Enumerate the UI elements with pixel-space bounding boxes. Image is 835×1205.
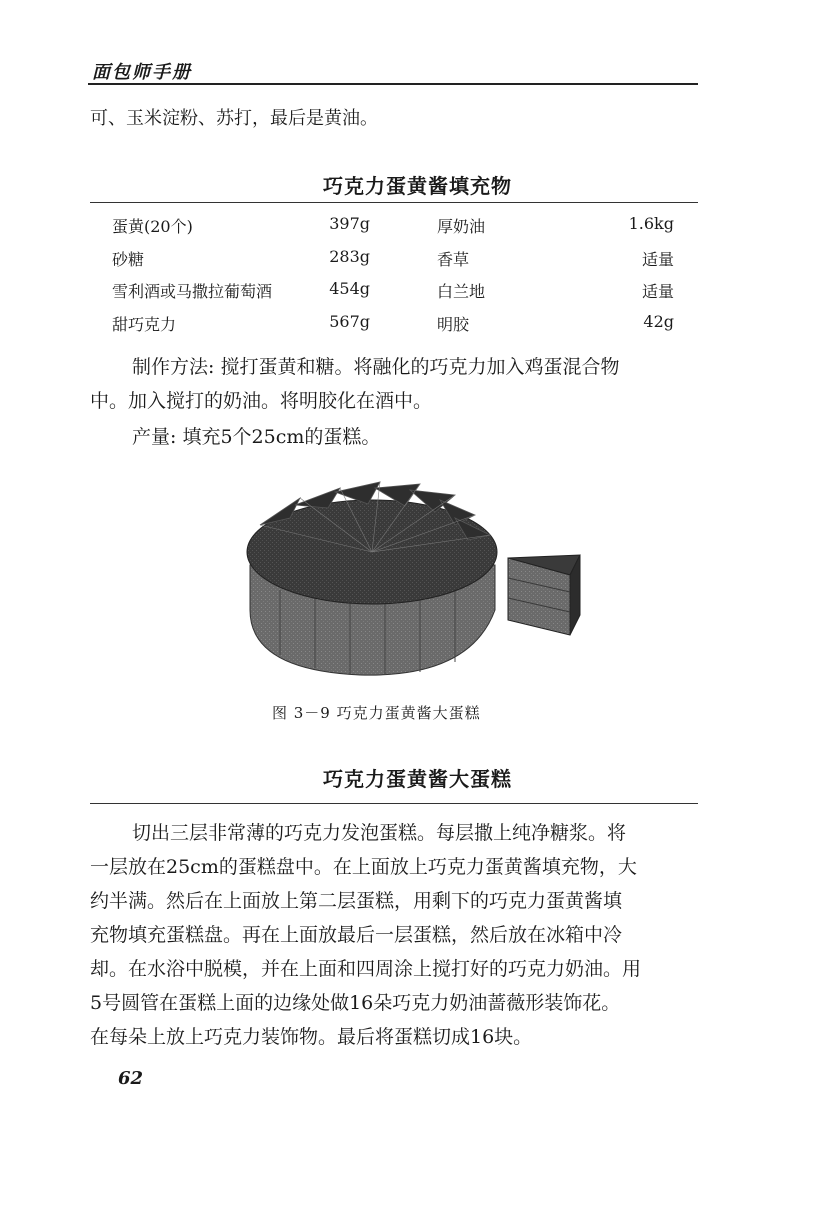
yield-line: 产量: 填充5个25cm的蛋糕。 (132, 426, 381, 448)
chocolate-cake-illustration (240, 470, 585, 685)
ingredient-amount: 42g (643, 312, 674, 331)
body-line: 一层放在25cm的蛋糕盘中。在上面放上巧克力蛋黄酱填充物，大 (90, 856, 637, 878)
method-line: 制作方法: 搅打蛋黄和糖。将融化的巧克力加入鸡蛋混合物 (132, 356, 620, 378)
body-line: 充物填充蛋糕盘。再在上面放最后一层蛋糕，然后放在冰箱中冷 (90, 924, 623, 946)
ingredient-name: 白兰地 (437, 282, 486, 301)
ingredient-amount: 397g (329, 214, 370, 233)
ingredient-amount: 适量 (641, 250, 674, 269)
ingredient-amount: 1.6kg (628, 214, 674, 233)
ingredient-amount: 适量 (641, 282, 674, 301)
ingredient-amount: 567g (329, 312, 370, 331)
body-line: 5号圆管在蛋糕上面的边缘处做16朵巧克力奶油蔷薇形装饰花。 (90, 992, 621, 1014)
filling-section-title: 巧克力蛋黄酱填充物 (323, 174, 512, 198)
filling-top-rule (90, 202, 698, 203)
header-rule (88, 83, 698, 85)
ingredient-name: 甜巧克力 (112, 315, 177, 334)
ingredient-amount: 283g (329, 247, 370, 266)
cake-section-rule (90, 803, 698, 804)
ingredient-name: 蛋黄(20个) (112, 217, 193, 236)
cake-section-title: 巧克力蛋黄酱大蛋糕 (323, 767, 512, 791)
figure-caption: 图 3－9 巧克力蛋黄酱大蛋糕 (272, 704, 481, 722)
ingredient-name: 香草 (437, 250, 470, 269)
intro-line: 可、玉米淀粉、苏打，最后是黄油。 (90, 108, 378, 129)
method-line: 中。加入搅打的奶油。将明胶化在酒中。 (90, 390, 433, 412)
body-line: 切出三层非常薄的巧克力发泡蛋糕。每层撒上纯净糖浆。将 (132, 822, 627, 844)
page-number: 62 (118, 1068, 144, 1089)
running-header: 面包师手册 (92, 62, 192, 83)
body-line: 约半满。然后在上面放上第二层蛋糕，用剩下的巧克力蛋黄酱填 (90, 890, 623, 912)
body-line: 在每朵上放上巧克力装饰物。最后将蛋糕切成16块。 (90, 1026, 533, 1048)
ingredient-name: 砂糖 (112, 250, 145, 269)
ingredient-name: 雪利酒或马撒拉葡萄酒 (112, 282, 273, 301)
body-line: 却。在水浴中脱模，并在上面和四周涂上搅打好的巧克力奶油。用 (90, 958, 642, 980)
ingredient-name: 明胶 (437, 315, 470, 334)
ingredient-name: 厚奶油 (437, 217, 486, 236)
ingredient-amount: 454g (329, 279, 370, 298)
